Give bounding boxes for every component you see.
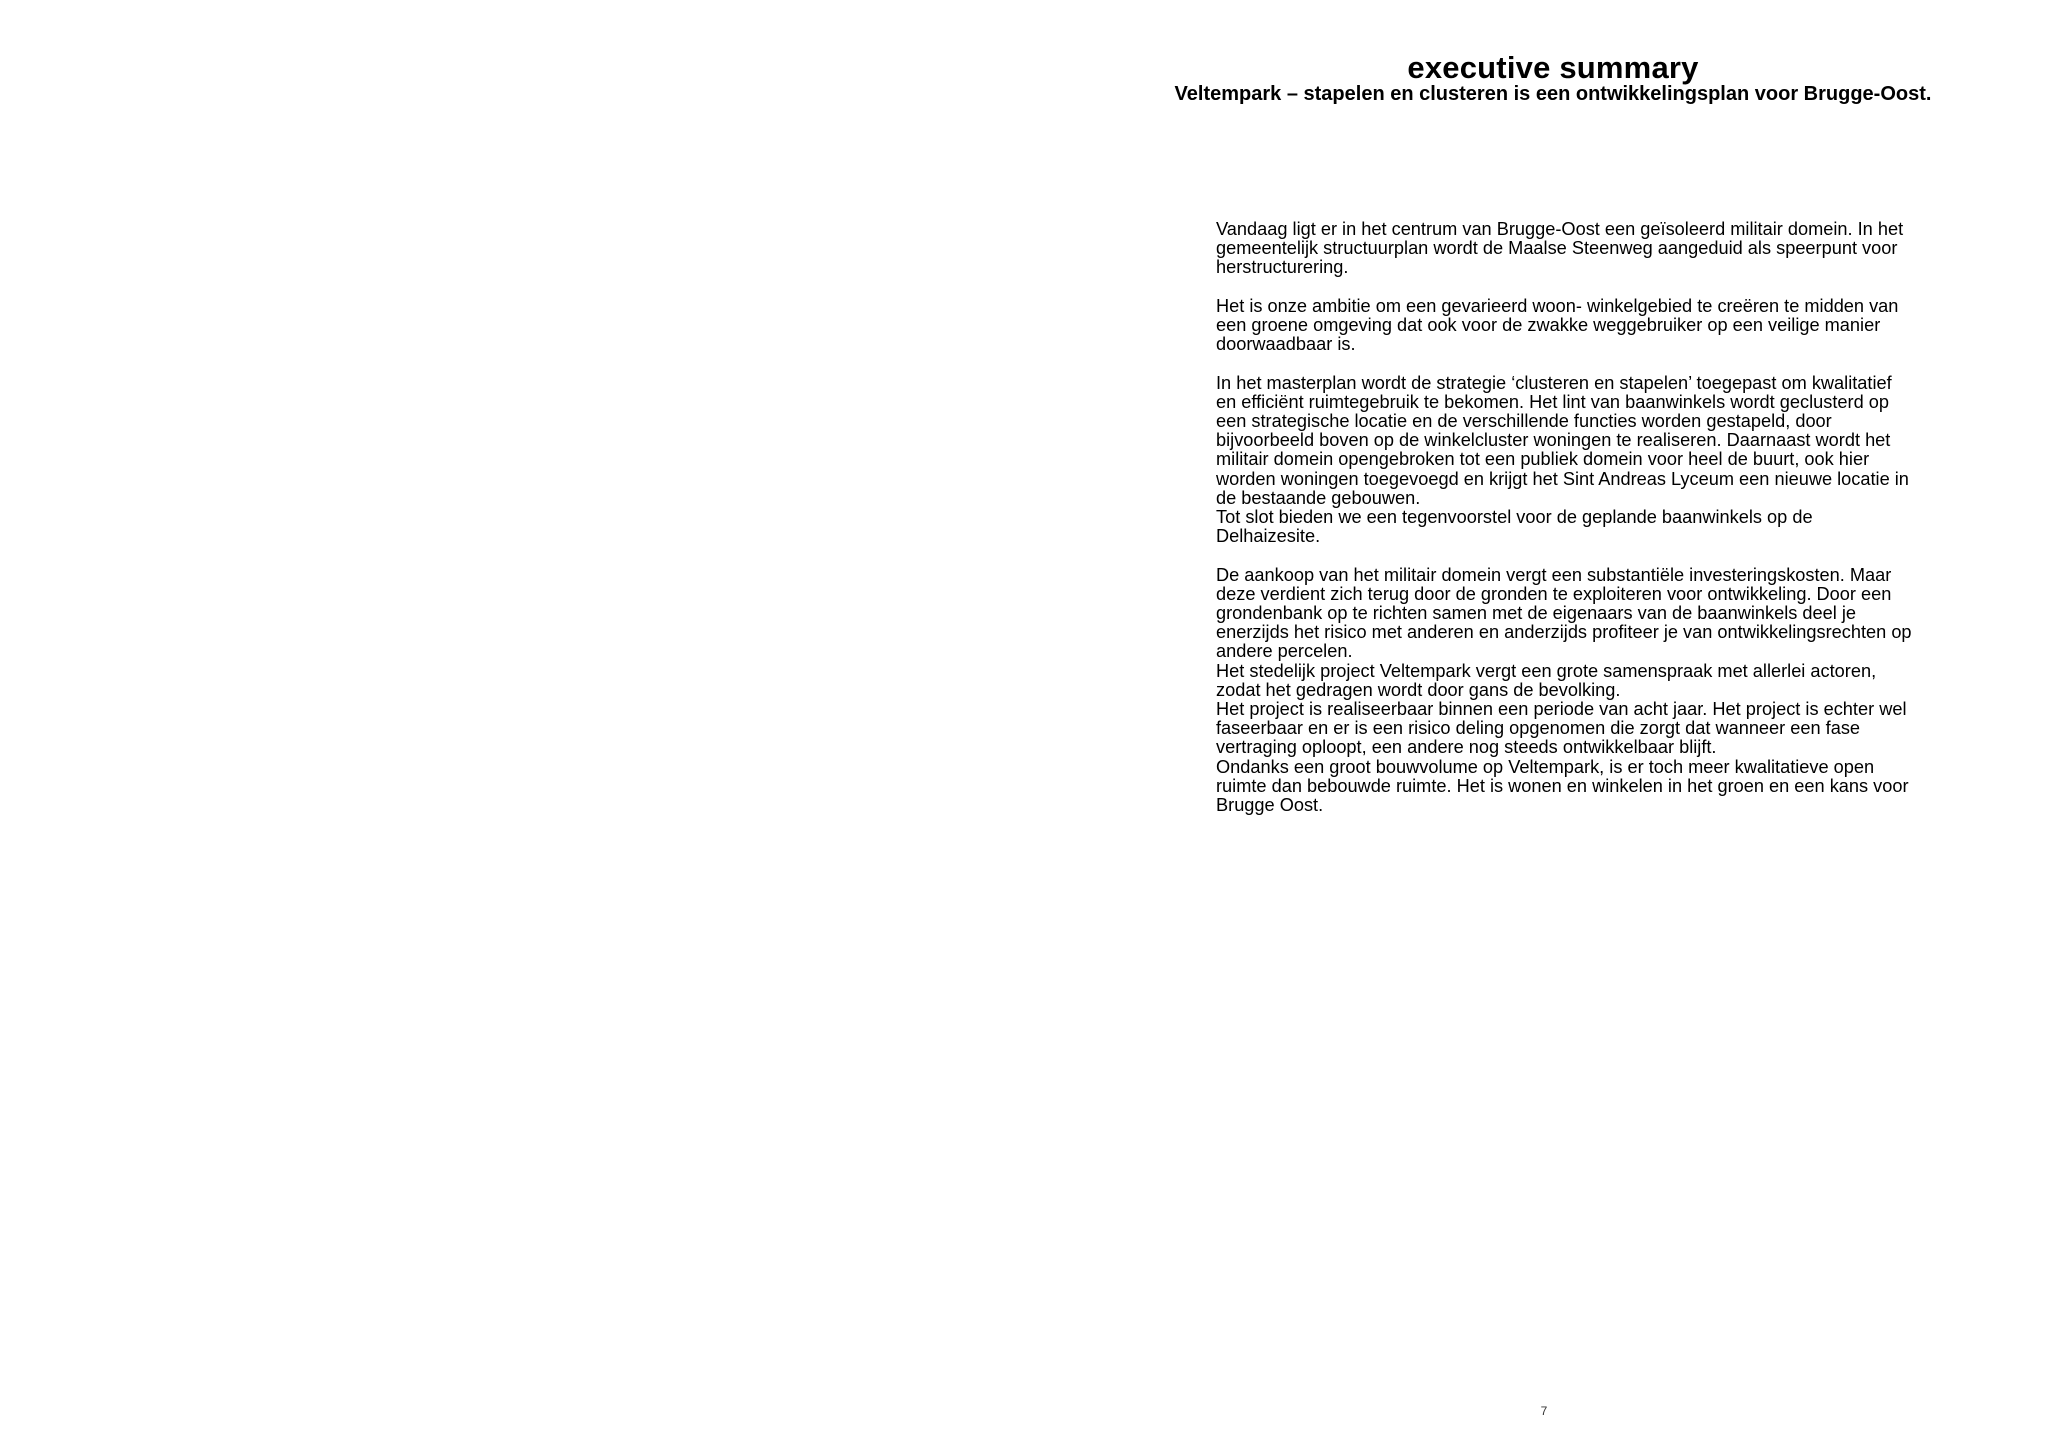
paragraph-phasing: Het project is realiseerbaar binnen een periode van acht jaar. Het project is echter wel faseerbaar en er is een risico deling opgenomen die zorgt dat wanneer een fase vertraging oploopt, een andere nog steeds ontwikkelbaar blijft. — [1216, 699, 1907, 758]
paragraph-actors: Het stedelijk project Veltempark vergt een grote samenspraak met allerlei actoren, zodat het gedragen wordt door gans de bevolking. — [1216, 660, 1877, 700]
paragraph-masterplan: In het masterplan wordt de strategie ‘clusteren en stapelen’ toegepast om kwalitatief en efficiënt ruimtegebruik te bekomen. Het lint van baanwinkels wordt geclusterd op een strategische locatie en de verschillende functies worden gestapeld, door bijvoorbeeld boven op de winkelcluster woningen te realiseren. Daarnaast wordt het militair domein opengebroken tot een publiek domein voor heel de buurt, ook hier worden woningen toegevoegd en krijgt het Sint Andreas Lyceum een nieuwe locatie in de bestaande gebouwen. — [1216, 372, 1909, 508]
page-title: executive summary — [1407, 50, 1699, 85]
paragraph-counterproposal: Tot slot bieden we een tegenvoorstel voor de geplande baanwinkels op de Delhaizesite. — [1216, 507, 1813, 547]
paragraph-investment: De aankoop van het militair domein vergt een substantiële investeringskosten. Maar deze verdient zich terug door de gronden te exploiteren voor ontwikkeling. Door een grondenbank op te richten samen met de eigenaars van de baanwinkels deel je enerzijds het risico met anderen en anderzijds profiteer je van ontwikkelingsrechten op andere percelen. — [1216, 564, 1912, 662]
paragraph-ambition: Het is onze ambitie om een gevarieerd woon- winkelgebied te creëren te midden van een groene omgeving dat ook voor de zwakke weggebruiker op een veilige manier doorwaadbaar is. — [1216, 295, 1899, 355]
page-subtitle: Veltempark – stapelen en clusteren is een ontwikkelingsplan voor Brugge-Oost. — [1174, 83, 1932, 105]
right-page — [1024, 0, 2048, 1448]
body-text — [1216, 220, 1916, 815]
page-number: 7 — [1540, 1404, 1548, 1418]
paragraph-intro: Vandaag ligt er in het centrum van Brugge-Oost een geïsoleerd militair domein. In het gemeentelijk structuurplan wordt de Maalse Steenweg aangeduid als speerpunt voor herstructurering. — [1216, 219, 1904, 278]
paragraph-conclusion: Ondanks een groot bouwvolume op Veltempark, is er toch meer kwalitatieve open ruimte dan bebouwde ruimte. Het is wonen en winkelen in het groen en een kans voor Brugge Oost. — [1216, 756, 1909, 816]
